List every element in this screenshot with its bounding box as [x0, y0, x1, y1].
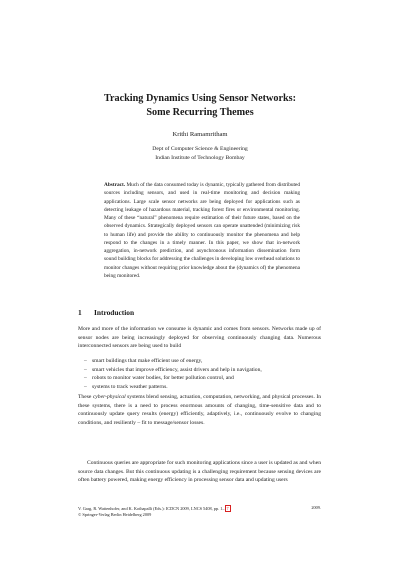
citation-line	[78, 505, 321, 512]
title-line-2: Some Recurring Themes	[146, 107, 254, 118]
author-name: Krithi Ramamritham	[172, 131, 228, 138]
p2-after: systems blend sensing, actuation, computation, networking, and physical processes. In these systems, there is a need to process enormous amounts of changing, time-sensitive data and to continuously update query results (energy) efficiently, adaptively, i.e., continuously evolve to changing conditions, and resiliently – fit to message/sensor losses.	[78, 394, 321, 426]
list-item: – smart buildings that make efficient use of energy,	[84, 357, 321, 366]
abstract-label: Abstract.	[104, 182, 126, 188]
publisher-line: © Springer-Verlag Berlin Heidelberg 2009	[78, 512, 152, 518]
p2-emphasis: cyber-physical	[92, 394, 126, 400]
abstract-text: Much of the data consumed today is dynamic, typically gathered from distributed sources including sensors, and used in real-time monitoring and decision making applications. Large scale sensor networks are being deployed for applications such as detecting leakage of hazardous material, tracking forest fires or environmental monitoring. Many of these “natural” phenomena require estimation of their future states, based on the observed dynamics. Strategically deployed sensors can operate unattended (minimizing risk to human life) and provide the ability to continuously monitor the phenomena and help respond to the changes in a timely manner. In this paper, we show that in-network aggregation, in-network prediction, and asynchronous information dissemination form sound building blocks for addressing the challenges in developing low overhead solutions to monitor changes without requiring prior knowledge about the (dynamics of) the phenomena being monitored.	[104, 182, 300, 279]
abstract	[104, 181, 300, 280]
list-item: – robots to monitor water bodies, for better pollution control, and	[84, 374, 321, 383]
section-heading	[78, 308, 134, 317]
title-line-1: Tracking Dynamics Using Sensor Networks:	[103, 93, 297, 104]
citation-text: V. Garg, R. Wattenhofer, and K. Kothapalli (Eds.): ICDCN 2009, LNCS 5408, pp. 1–	[78, 506, 225, 511]
intro-paragraph-2	[78, 393, 321, 427]
affiliation-line-2: Indian Institute of Technology Bombay	[155, 154, 245, 161]
affiliation	[60, 145, 340, 163]
list-item: – smart vehicles that improve efficiency, assist drivers and help in navigation,	[84, 366, 321, 375]
section-number: 1	[78, 308, 82, 317]
p2-before: These	[78, 394, 93, 400]
page-footer	[78, 505, 321, 519]
section-title: Introduction	[94, 308, 135, 317]
intro-paragraph-1: More and more of the information we consume is dynamic and comes from sensors. Networks made up of sensor nodes are being increasingly deployed for observing continuously changing data. Numerous interconnected sensors are being used to build	[78, 326, 321, 350]
citation-page-link[interactable]: 7	[226, 506, 229, 511]
application-list	[84, 357, 321, 391]
intro-paragraph-3: Continuous queries are appropriate for such monitoring applications since a user is updated as and when source data changes. But this continuous updating is a challenging requirement because sensing devices are often battery powered, making energy efficiency in processing sensor data and updating users	[78, 460, 321, 484]
list-item: – systems to track weather patterns.	[84, 383, 321, 392]
affiliation-line-1: Dept of Computer Science & Engineering	[152, 146, 248, 152]
citation-year: 2009.	[311, 505, 321, 510]
paper-title	[60, 92, 340, 120]
